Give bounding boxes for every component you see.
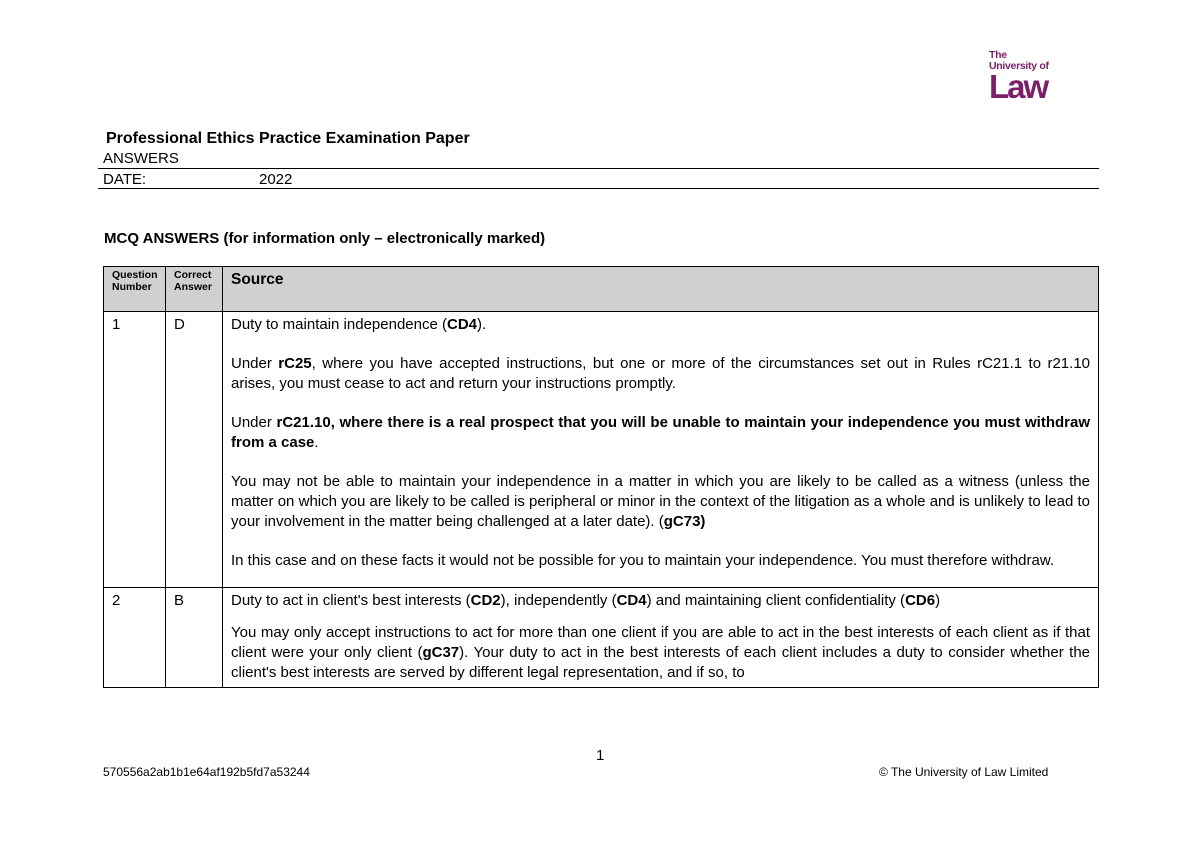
correct-answer: B	[166, 588, 223, 688]
table-row	[104, 312, 1099, 588]
header-question-number: Question Number	[104, 267, 166, 312]
source-cell	[223, 588, 1099, 688]
source-cell	[223, 312, 1099, 588]
question-number: 2	[104, 588, 166, 688]
header-source: Source	[223, 267, 1099, 312]
logo-line-university: University of	[989, 59, 1049, 72]
logo-line-law: Law	[989, 68, 1048, 105]
divider-line	[98, 168, 1099, 169]
date-value: 2022	[259, 171, 293, 188]
logo-line-the: The	[989, 49, 1007, 61]
header-correct-answer: Correct Answer	[166, 267, 223, 312]
table-row	[104, 588, 1099, 688]
university-logo	[989, 50, 1059, 103]
source-paragraph: You may not be able to maintain your independence in a matter in which you are likely to be called as a witness (unless the matter on which you are likely to be called is peripheral or minor in the context of the litigation as a whole and is unlikely to lead to your involvement in the matter being challenged at a later date). (gC73)	[231, 473, 1090, 530]
date-label: DATE:	[103, 171, 147, 188]
page-number: 1	[596, 747, 605, 764]
source-paragraph: Under rC25, where you have accepted instructions, but one or more of the circumstances set out in Rules rC21.1 to r21.10 arises, you must cease to act and return your instructions promptly.	[231, 355, 1091, 392]
source-paragraph: Duty to act in client's best interests (CD2), independently (CD4) and maintaining client confidentiality (CD6)	[231, 592, 941, 609]
correct-answer: D	[166, 312, 223, 588]
document-subtitle: ANSWERS	[103, 150, 179, 167]
answers-table	[103, 266, 1099, 688]
question-number: 1	[104, 312, 166, 588]
table-header-row	[104, 267, 1099, 312]
section-heading: MCQ ANSWERS (for information only – electronically marked)	[104, 230, 546, 247]
source-paragraph: You may only accept instructions to act for more than one client if you are able to act in the best interests of each client as if that client were your only client (gC37). Your duty to act in the best interests of each client includes a duty to consider whether the client's best interests are served by different legal representation, and if so, to	[231, 624, 1090, 681]
document-id: 570556a2ab1b1e64af192b5fd7a53244	[103, 765, 310, 779]
source-paragraph: Duty to maintain independence (CD4).	[231, 316, 487, 333]
document-title: Professional Ethics Practice Examination Paper	[106, 130, 470, 147]
divider-line	[98, 188, 1099, 189]
source-paragraph: Under rC21.10, where there is a real prospect that you will be unable to maintain your independence you must withdraw from a case.	[231, 414, 1090, 451]
source-paragraph: In this case and on these facts it would not be possible for you to maintain your independence. You must therefore withdraw.	[231, 552, 1055, 569]
copyright-notice: © The University of Law Limited	[879, 765, 1049, 779]
